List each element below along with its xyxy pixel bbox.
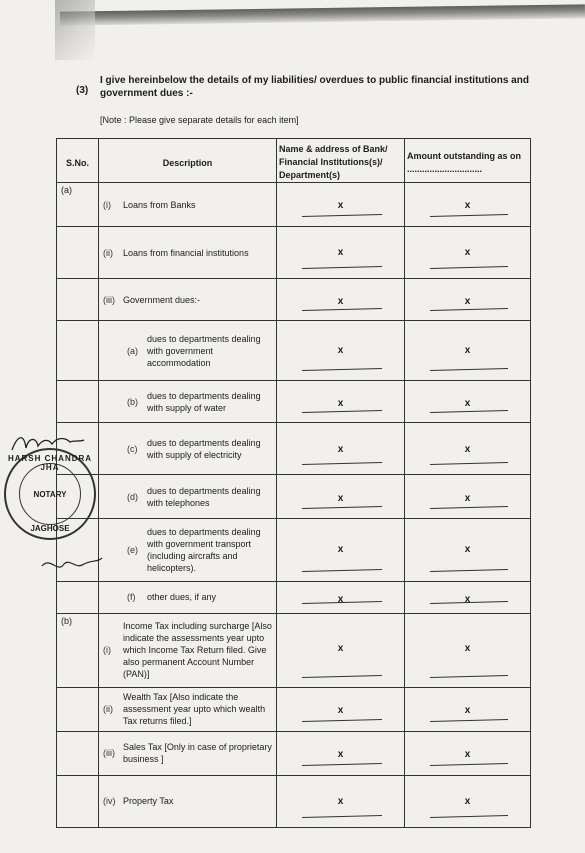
handwritten-cross-mark: x (337, 796, 344, 808)
row-item-number: (b) (127, 396, 138, 407)
handwritten-cross-mark: x (464, 397, 471, 409)
header-sno: S.No. (57, 139, 99, 183)
handwritten-cross-mark: x (464, 492, 471, 504)
table-row (57, 519, 531, 581)
header-bank: Name & address of Bank/ Financial Institutions(s)/ Department(s) (277, 139, 405, 183)
row-description (99, 775, 277, 827)
handwritten-cross-mark: x (337, 704, 344, 716)
handwritten-dash-line (430, 674, 508, 678)
row-description (99, 613, 277, 687)
stamp-top-text: HARSH CHANDRA JHA (7, 454, 93, 472)
handwritten-cross-mark: x (337, 492, 344, 504)
row-sno (57, 775, 99, 827)
row-amount-cell (405, 613, 531, 687)
table-row (57, 581, 531, 613)
handwritten-cross-mark: x (337, 642, 344, 654)
handwritten-cross-mark: x (464, 749, 471, 761)
handwritten-dash-line (430, 367, 508, 371)
row-item-text: dues to departments dealing with government transport (including aircrafts and helicopters). (147, 527, 261, 574)
scan-corner-shadow (55, 0, 95, 60)
row-bank-cell (277, 581, 405, 613)
row-item-text: Loans from Banks (123, 199, 196, 210)
row-description (99, 321, 277, 381)
row-bank-cell (277, 381, 405, 423)
row-item-number: (iii) (103, 294, 115, 305)
row-item-number: (c) (127, 443, 138, 454)
section-number: (3) (76, 85, 89, 96)
row-sno (57, 731, 99, 775)
row-description (99, 183, 277, 227)
handwritten-dash-line (302, 213, 382, 217)
table-row (57, 613, 531, 687)
row-amount-cell (405, 423, 531, 475)
row-item-text: Sales Tax [Only in case of proprietary business ] (123, 742, 272, 765)
row-amount-cell (405, 687, 531, 731)
handwritten-dash-line (430, 814, 508, 818)
handwritten-cross-mark: x (464, 543, 471, 555)
handwritten-cross-mark: x (464, 593, 471, 605)
row-bank-cell (277, 423, 405, 475)
handwritten-dash-line (302, 461, 382, 465)
row-bank-cell (277, 475, 405, 519)
row-amount-cell (405, 775, 531, 827)
handwritten-cross-mark: x (464, 247, 471, 259)
row-item-number: (f) (127, 592, 136, 603)
row-amount-cell (405, 581, 531, 613)
table-row (57, 687, 531, 731)
handwritten-dash-line (430, 762, 508, 766)
handwritten-cross-mark: x (464, 200, 471, 212)
handwritten-dash-line (302, 505, 382, 509)
row-item-text: dues to departments dealing with supply of water (147, 390, 261, 413)
row-item-number: (i) (103, 645, 111, 656)
handwritten-cross-mark: x (337, 543, 344, 555)
handwritten-dash-line (430, 307, 508, 311)
row-amount-cell (405, 381, 531, 423)
row-description (99, 519, 277, 581)
handwritten-signature (8, 430, 88, 458)
row-amount-cell (405, 321, 531, 381)
row-item-number: (iv) (103, 796, 116, 807)
row-item-text: Loans from financial institutions (123, 247, 249, 258)
row-description (99, 279, 277, 321)
row-item-number: (iii) (103, 748, 115, 759)
row-sno (57, 279, 99, 321)
row-amount-cell (405, 279, 531, 321)
row-bank-cell (277, 775, 405, 827)
handwritten-dash-line (430, 265, 508, 269)
handwritten-dash-line (302, 762, 382, 766)
table-row (57, 227, 531, 279)
handwritten-cross-mark: x (337, 749, 344, 761)
stamp-middle-text: NOTARY (33, 490, 67, 499)
row-sno (57, 687, 99, 731)
notary-stamp (4, 448, 96, 540)
row-item-text: dues to departments dealing with supply of electricity (147, 437, 261, 460)
handwritten-dash-line (302, 718, 382, 722)
row-item-text: Property Tax (123, 796, 174, 807)
row-bank-cell (277, 519, 405, 581)
handwritten-cross-mark: x (464, 443, 471, 455)
row-item-number: (i) (103, 199, 111, 210)
row-amount-cell (405, 519, 531, 581)
row-description (99, 731, 277, 775)
row-description (99, 581, 277, 613)
handwritten-mark-left (36, 552, 106, 578)
row-item-text: dues to departments dealing with telephones (147, 485, 261, 508)
handwritten-dash-line (302, 367, 382, 371)
row-sno (57, 227, 99, 279)
handwritten-dash-line (430, 461, 508, 465)
handwritten-cross-mark: x (464, 796, 471, 808)
liabilities-table (56, 138, 531, 828)
handwritten-cross-mark: x (337, 344, 344, 356)
row-bank-cell (277, 613, 405, 687)
table-row (57, 731, 531, 775)
row-item-number: (d) (127, 491, 138, 502)
table-row (57, 775, 531, 827)
handwritten-cross-mark: x (337, 200, 344, 212)
row-bank-cell (277, 279, 405, 321)
handwritten-cross-mark: x (464, 295, 471, 307)
scan-edge-shadow (60, 4, 585, 25)
table-header-row (57, 139, 531, 183)
row-item-number: (ii) (103, 247, 113, 258)
handwritten-dash-line (302, 409, 382, 413)
handwritten-dash-line (430, 213, 508, 217)
row-item-number: (e) (127, 545, 138, 556)
table-row (57, 183, 531, 227)
handwritten-cross-mark: x (337, 593, 344, 605)
handwritten-cross-mark: x (337, 247, 344, 259)
row-bank-cell (277, 183, 405, 227)
row-bank-cell (277, 731, 405, 775)
row-item-text: dues to departments dealing with government accommodation (147, 333, 261, 368)
handwritten-dash-line (302, 307, 382, 311)
row-description (99, 475, 277, 519)
row-sno (57, 581, 99, 613)
row-bank-cell (277, 227, 405, 279)
section-heading-text: I give hereinbelow the details of my liabilities/ overdues to public financial institutions and government dues :- (100, 75, 529, 99)
row-item-text: other dues, if any (147, 592, 217, 603)
row-item-text: Government dues:- (123, 294, 201, 305)
row-description (99, 381, 277, 423)
row-item-number: (a) (127, 345, 138, 356)
table-row (57, 381, 531, 423)
row-bank-cell (277, 687, 405, 731)
table-row (57, 279, 531, 321)
handwritten-cross-mark: x (464, 642, 471, 654)
handwritten-cross-mark: x (337, 295, 344, 307)
row-sno: (b) (57, 613, 99, 687)
handwritten-dash-line (302, 814, 382, 818)
handwritten-cross-mark: x (464, 704, 471, 716)
handwritten-dash-line (430, 409, 508, 413)
row-sno (57, 321, 99, 381)
row-amount-cell (405, 475, 531, 519)
handwritten-dash-line (302, 265, 382, 269)
row-sno: (a) (57, 183, 99, 227)
stamp-bottom-text: JAGHOSE (30, 524, 70, 533)
handwritten-dash-line (430, 505, 508, 509)
handwritten-dash-line (302, 674, 382, 678)
table-row (57, 423, 531, 475)
row-amount-cell (405, 731, 531, 775)
row-item-number: (ii) (103, 704, 113, 715)
note-text: [Note : Please give separate details for each item] (100, 115, 299, 125)
handwritten-cross-mark: x (337, 443, 344, 455)
handwritten-dash-line (302, 568, 382, 572)
row-bank-cell (277, 321, 405, 381)
header-description: Description (99, 139, 277, 183)
handwritten-dash-line (430, 718, 508, 722)
table-row (57, 475, 531, 519)
row-item-text: Wealth Tax [Also indicate the assessment year upto which wealth Tax returns filed.] (123, 692, 266, 727)
row-description (99, 687, 277, 731)
row-description (99, 423, 277, 475)
row-description (99, 227, 277, 279)
handwritten-cross-mark: x (337, 397, 344, 409)
row-sno (57, 381, 99, 423)
handwritten-dash-line (430, 568, 508, 572)
handwritten-cross-mark: x (464, 344, 471, 356)
header-amount: Amount outstanding as on .............................. (405, 139, 531, 183)
row-amount-cell (405, 183, 531, 227)
table-row (57, 321, 531, 381)
row-amount-cell (405, 227, 531, 279)
row-item-text: Income Tax including surcharge [Also indicate the assessments year upto which Income Tax Return filed. Give also permanent Account Number (PAN)] (123, 621, 272, 680)
